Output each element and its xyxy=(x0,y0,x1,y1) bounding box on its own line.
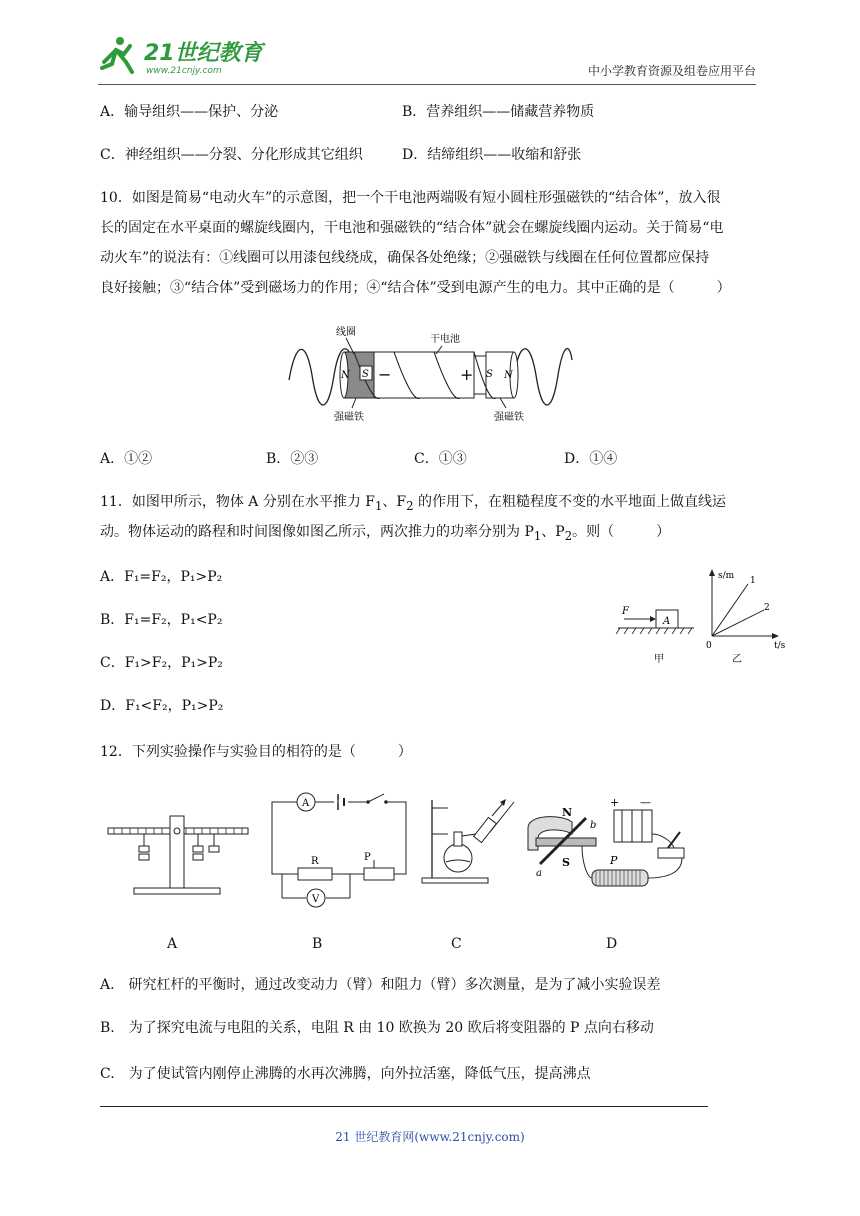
fig-label-d: D xyxy=(606,936,618,952)
q10-line-2: 长的固定在水平桌面的螺旋线圈内，干电池和强磁铁的“结合体”就会在螺旋线圈内运动。关于简易“电 xyxy=(100,220,724,236)
header-divider xyxy=(98,84,756,85)
svg-text:21世纪教育: 21世纪教育 xyxy=(144,41,263,66)
q11-line-2: 动。物体运动的路程和时间图像如图乙所示，两次推力的功率分别为 $P_1$、$P_2$。则（ ） xyxy=(100,524,671,543)
fig-label-b: B xyxy=(312,936,323,952)
motion-figure xyxy=(614,566,794,666)
q10-line-1: 10．如图是简易“电动火车”的示意图，把一个干电池两端吸有短小圆柱形强磁铁的“结合体”，放入很 xyxy=(100,190,721,206)
q10-option-c: C．①③ xyxy=(414,451,467,467)
q9-option-b: B．营养组织——储藏营养物质 xyxy=(402,104,595,120)
q10-option-d: D．①④ xyxy=(564,451,618,467)
fig-n-left: N xyxy=(341,370,350,381)
site-logo xyxy=(96,32,266,76)
fig-label-magnet-right: 强磁铁 xyxy=(494,412,524,423)
q9-option-a: A．输导组织——保护、分泌 xyxy=(100,104,279,120)
point-b-label: b xyxy=(590,820,597,831)
fig-minus: − xyxy=(378,365,392,384)
footer-link[interactable]: 21 世纪教育网(www.21cnjy.com) xyxy=(335,1130,525,1144)
q10-line-4: 良好接触；③“结合体”受到磁场力的作用；④“结合体”受到电源产生的电力。其中正确的是（ ） xyxy=(100,280,731,296)
boiling-figure xyxy=(418,796,524,886)
lever-figure xyxy=(104,800,254,900)
q12-option-b: B. 为了探究电流与电阻的关系，电阻 R 由 10 欧换为 20 欧后将变阻器的 P 点向右移动 xyxy=(100,1020,654,1036)
q9-option-d: D．结缔组织——收缩和舒张 xyxy=(402,147,582,163)
fig-label-a: A xyxy=(167,936,178,952)
q9-option-c: C．神经组织——分裂、分化形成其它组织 xyxy=(100,147,363,163)
battery-plus-label: + xyxy=(610,796,620,809)
line-1-label: 1 xyxy=(750,576,756,586)
electromagnet-figure xyxy=(522,794,702,906)
q11-option-a: A．F₁=F₂，P₁>P₂ xyxy=(100,569,223,585)
q12-option-a: A. 研究杠杆的平衡时，通过改变动力（臂）和阻力（臂）多次测量，是为了减小实验误差 xyxy=(100,977,661,993)
line-2-label: 2 xyxy=(764,603,770,613)
fig-label-magnet-left: 强磁铁 xyxy=(334,412,364,423)
fig-n-right: N xyxy=(504,370,513,381)
slider-label: P xyxy=(364,852,371,863)
q12-option-c: C. 为了使试管内刚停止沸腾的水再次沸腾，向外拉活塞，降低气压，提高沸点 xyxy=(100,1066,591,1082)
q11-option-d: D．F₁<F₂，P₁>P₂ xyxy=(100,698,224,714)
magnet-n-label: N xyxy=(562,806,573,819)
block-a-label: A xyxy=(663,616,671,627)
q10-line-3: 动火车”的说法有：①线圈可以用漆包线绕成，确保各处绝缘；②强磁铁与线圈在任何位置都应保持 xyxy=(100,250,710,266)
platform-name: 中小学教育资源及组卷应用平台 xyxy=(587,64,756,78)
magnet-s-label: S xyxy=(562,856,570,869)
resistor-label: R xyxy=(311,856,319,867)
fig-label-c: C xyxy=(451,936,462,952)
electric-train-figure xyxy=(284,320,574,430)
force-label: F xyxy=(622,606,629,617)
q11-option-c: C．F₁>F₂，P₁>P₂ xyxy=(100,655,223,671)
x-axis-label: t/s xyxy=(774,641,786,651)
voltmeter-label: V xyxy=(312,894,320,905)
q11-line-1: 11．如图甲所示，物体 A 分别在水平推力 $F_1$、$F_2$ 的作用下，在粗糙程度不变的水平地面上做直线运 xyxy=(100,494,727,513)
slider-p-label: P xyxy=(610,854,618,867)
fig-plus: + xyxy=(460,365,474,384)
y-axis-label: s/m xyxy=(718,571,735,581)
q10-option-a: A．①② xyxy=(100,451,153,467)
q12-stem: 12．下列实验操作与实验目的相符的是（ ） xyxy=(100,744,412,760)
runner-icon xyxy=(96,32,266,76)
circuit-figure xyxy=(268,790,410,914)
fig-s-right: S xyxy=(486,369,493,380)
point-a-label: a xyxy=(536,868,542,879)
fig-jia-label: 甲 xyxy=(654,654,664,665)
origin-label: 0 xyxy=(706,641,712,651)
q11-option-b: B．F₁=F₂，P₁<P₂ xyxy=(100,612,223,628)
footer-divider xyxy=(100,1106,708,1107)
fig-label-coil: 线圈 xyxy=(336,327,356,338)
fig-label-battery: 干电池 xyxy=(430,334,460,345)
ammeter-label: A xyxy=(302,798,310,809)
fig-s-left: S xyxy=(362,369,369,380)
svg-text:www.21cnjy.com: www.21cnjy.com xyxy=(146,66,222,76)
q10-option-b: B．②③ xyxy=(266,451,319,467)
battery-minus-label: — xyxy=(640,796,651,809)
fig-yi-label: 乙 xyxy=(732,654,742,665)
